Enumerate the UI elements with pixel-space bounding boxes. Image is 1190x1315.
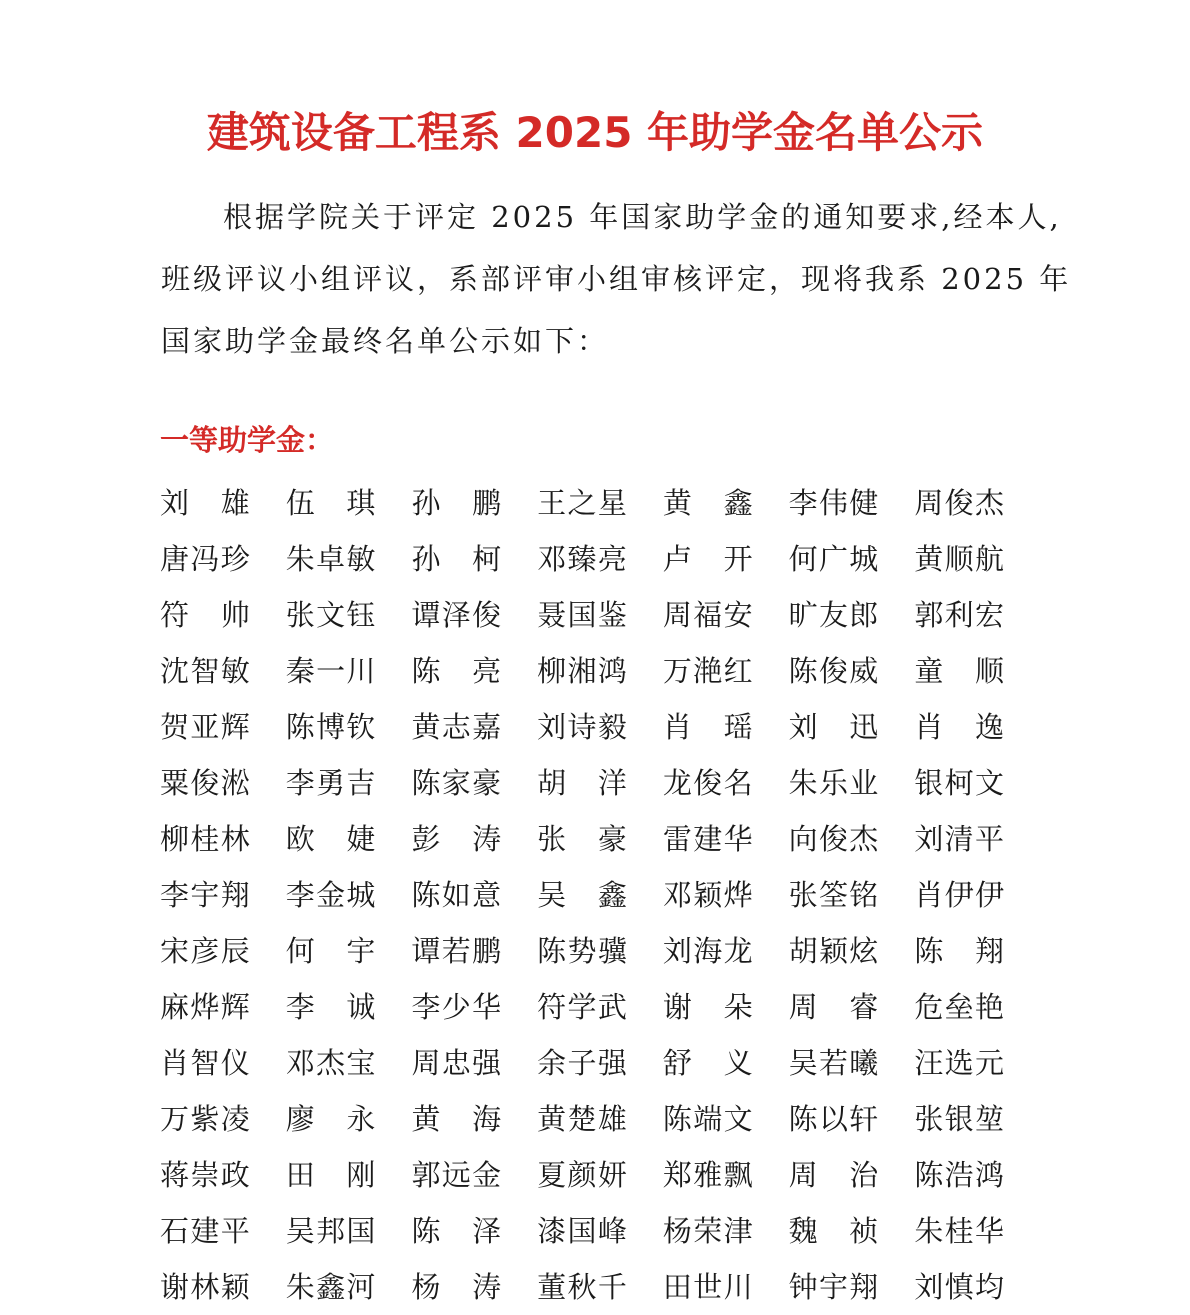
student-name: 何 广 城 xyxy=(788,542,879,576)
student-name: 黄 海 xyxy=(411,1102,502,1136)
student-name: 周 睿 xyxy=(788,990,879,1024)
student-name: 孙 鹏 xyxy=(411,486,502,520)
names-row xyxy=(160,531,1040,587)
student-name: 杨 荣 津 xyxy=(662,1214,753,1248)
student-name: 黄 楚 雄 xyxy=(537,1102,627,1136)
student-name: 董 秋 千 xyxy=(537,1270,627,1304)
student-name: 龙 俊 名 xyxy=(662,766,753,800)
student-name: 周 治 xyxy=(788,1158,879,1192)
student-name: 欧 婕 xyxy=(285,822,376,856)
student-name: 周 福 安 xyxy=(662,598,753,632)
student-name: 廖 永 xyxy=(285,1102,376,1136)
student-name: 唐 冯 珍 xyxy=(160,542,250,576)
student-name: 陈 势 骥 xyxy=(537,934,627,968)
student-name: 周 俊 杰 xyxy=(914,486,1005,520)
student-name: 彭 涛 xyxy=(411,822,502,856)
student-name: 肖 逸 xyxy=(914,710,1005,744)
student-name: 李 勇 吉 xyxy=(285,766,376,800)
student-name: 童 顺 xyxy=(914,654,1005,688)
names-row xyxy=(160,1259,1040,1315)
student-name: 陈 浩 鸿 xyxy=(914,1158,1005,1192)
names-row xyxy=(160,1035,1040,1091)
intro-line: 国家助学金最终名单公示如下： xyxy=(161,324,610,358)
student-name: 杨 涛 xyxy=(411,1270,502,1304)
student-name: 蒋 崇 政 xyxy=(160,1158,250,1192)
student-name: 刘 清 平 xyxy=(914,822,1005,856)
student-name: 柳 湘 鸿 xyxy=(537,654,627,688)
student-name: 余 子 强 xyxy=(537,1046,627,1080)
student-name: 刘 海 龙 xyxy=(662,934,753,968)
student-name: 吴 鑫 xyxy=(537,878,627,912)
student-name: 田 世 川 xyxy=(662,1270,753,1304)
student-name: 贺 亚 辉 xyxy=(160,710,250,744)
student-name: 符 学 武 xyxy=(537,990,627,1024)
student-name: 吴 邦 国 xyxy=(285,1214,376,1248)
student-name: 舒 义 xyxy=(662,1046,753,1080)
student-name: 郭 利 宏 xyxy=(914,598,1005,632)
student-name: 吴 若 曦 xyxy=(788,1046,879,1080)
student-name: 陈 以 轩 xyxy=(788,1102,879,1136)
student-name: 王 之 星 xyxy=(537,486,627,520)
names-row xyxy=(160,1147,1040,1203)
student-name: 邓 杰 宝 xyxy=(285,1046,376,1080)
names-row xyxy=(160,1203,1040,1259)
student-name: 卢 开 xyxy=(662,542,753,576)
student-name: 胡 颖 炫 xyxy=(788,934,879,968)
names-row xyxy=(160,1091,1040,1147)
student-name: 刘 雄 xyxy=(160,486,250,520)
student-name: 聂 国 鉴 xyxy=(537,598,627,632)
student-name: 秦 一 川 xyxy=(285,654,376,688)
student-name: 朱 卓 敏 xyxy=(285,542,376,576)
student-name: 孙 柯 xyxy=(411,542,502,576)
student-name: 旷 友 郎 xyxy=(788,598,879,632)
names-row xyxy=(160,923,1040,979)
student-name: 伍 琪 xyxy=(285,486,376,520)
names-row xyxy=(160,867,1040,923)
intro-line: 根据学院关于评定 2025 年国家助学金的通知要求,经本人, xyxy=(223,200,1062,234)
student-name: 危 垒 艳 xyxy=(914,990,1005,1024)
intro-line: 班级评议小组评议，系部评审小组审核评定，现将我系 2025 年 xyxy=(161,262,1072,296)
student-name: 石 建 平 xyxy=(160,1214,250,1248)
student-name: 邓 颖 烨 xyxy=(662,878,753,912)
student-name: 李 少 华 xyxy=(411,990,502,1024)
student-name: 向 俊 杰 xyxy=(788,822,879,856)
student-name: 张 筌 铭 xyxy=(788,878,879,912)
student-name: 雷 建 华 xyxy=(662,822,753,856)
student-name: 李 诚 xyxy=(285,990,376,1024)
student-name: 柳 桂 林 xyxy=(160,822,250,856)
student-name: 黄 志 嘉 xyxy=(411,710,502,744)
page-title: 建筑设备工程系 2025 年助学金名单公示 xyxy=(206,108,984,157)
student-name: 魏 祯 xyxy=(788,1214,879,1248)
student-name: 符 帅 xyxy=(160,598,250,632)
student-name: 宋 彦 辰 xyxy=(160,934,250,968)
names-row xyxy=(160,643,1040,699)
student-name: 李 宇 翔 xyxy=(160,878,250,912)
student-name: 万 滟 红 xyxy=(662,654,753,688)
student-name: 朱 桂 华 xyxy=(914,1214,1005,1248)
student-name: 何 宇 xyxy=(285,934,376,968)
student-name: 谭 泽 俊 xyxy=(411,598,502,632)
student-name: 黄 顺 航 xyxy=(914,542,1005,576)
student-name: 万 紫 凌 xyxy=(160,1102,250,1136)
student-name: 朱 乐 业 xyxy=(788,766,879,800)
intro-paragraph xyxy=(161,186,1072,372)
student-name: 张 文 钰 xyxy=(285,598,376,632)
names-grid xyxy=(160,475,1040,1315)
student-name: 沈 智 敏 xyxy=(160,654,250,688)
student-name: 肖 智 仪 xyxy=(160,1046,250,1080)
student-name: 张 银 堃 xyxy=(914,1102,1005,1136)
names-row xyxy=(160,979,1040,1035)
names-row xyxy=(160,475,1040,531)
names-row xyxy=(160,811,1040,867)
student-name: 刘 慎 均 xyxy=(914,1270,1005,1304)
section-heading-first-class: 一等助学金： xyxy=(160,423,335,457)
student-name: 刘 诗 毅 xyxy=(537,710,627,744)
student-name: 李 金 城 xyxy=(285,878,376,912)
student-name: 邓 臻 亮 xyxy=(537,542,627,576)
student-name: 麻 烨 辉 xyxy=(160,990,250,1024)
names-row xyxy=(160,587,1040,643)
names-row xyxy=(160,699,1040,755)
student-name: 粟 俊 淞 xyxy=(160,766,250,800)
student-name: 郭 远 金 xyxy=(411,1158,502,1192)
student-name: 肖 伊 伊 xyxy=(914,878,1005,912)
student-name: 谢 朵 xyxy=(662,990,753,1024)
student-name: 谭 若 鹏 xyxy=(411,934,502,968)
student-name: 漆 国 峰 xyxy=(537,1214,627,1248)
student-name: 郑 雅 飘 xyxy=(662,1158,753,1192)
student-name: 肖 瑶 xyxy=(662,710,753,744)
student-name: 陈 端 文 xyxy=(662,1102,753,1136)
student-name: 陈 俊 威 xyxy=(788,654,879,688)
student-name: 陈 如 意 xyxy=(411,878,502,912)
names-row xyxy=(160,755,1040,811)
student-name: 张 豪 xyxy=(537,822,627,856)
student-name: 陈 博 钦 xyxy=(285,710,376,744)
student-name: 刘 迅 xyxy=(788,710,879,744)
student-name: 钟 宇 翔 xyxy=(788,1270,879,1304)
student-name: 谢 林 颖 xyxy=(160,1270,250,1304)
student-name: 田 刚 xyxy=(285,1158,376,1192)
student-name: 陈 泽 xyxy=(411,1214,502,1248)
student-name: 银 柯 文 xyxy=(914,766,1005,800)
student-name: 李 伟 健 xyxy=(788,486,879,520)
student-name: 胡 洋 xyxy=(537,766,627,800)
student-name: 陈 亮 xyxy=(411,654,502,688)
student-name: 夏 颜 妍 xyxy=(537,1158,627,1192)
student-name: 周 忠 强 xyxy=(411,1046,502,1080)
student-name: 黄 鑫 xyxy=(662,486,753,520)
student-name: 陈 翔 xyxy=(914,934,1005,968)
student-name: 朱 鑫 河 xyxy=(285,1270,376,1304)
student-name: 陈 家 豪 xyxy=(411,766,502,800)
student-name: 汪 选 元 xyxy=(914,1046,1005,1080)
